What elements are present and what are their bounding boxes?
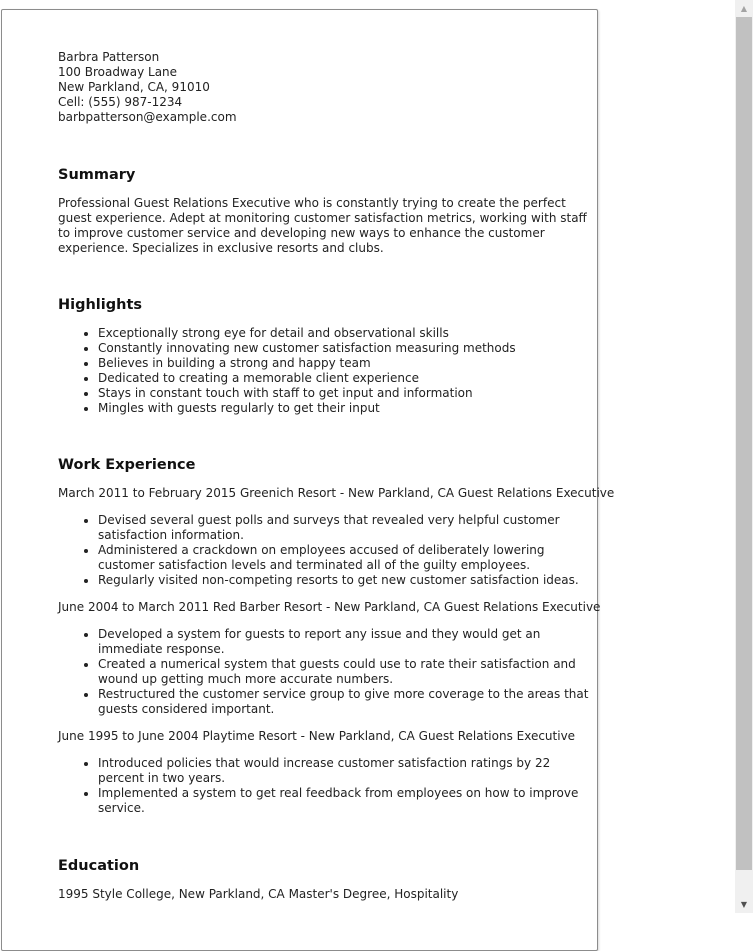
highlight-item: • Stays in constant touch with staff to get input and information [98,386,593,401]
contact-block [58,50,593,125]
job-bullets [58,627,593,717]
contact-street: 100 Broadway Lane [58,65,178,79]
scroll-up-arrow-icon[interactable]: ▲ [740,4,748,13]
summary-heading: Summary [58,167,136,183]
resume-page [1,9,615,951]
education-text: 1995 Style College, New Parkland, CA Master's Degree, Hospitality [58,887,459,901]
job-bullet: • Restructured the customer service group to give more coverage to the areas that guests considered important. [98,687,593,717]
job-bullet: • Regularly visited non-competing resorts to get new customer satisfaction ideas. [98,573,593,588]
scroll-down-arrow-icon[interactable]: ▼ [740,900,748,909]
job-bullet: • Introduced policies that would increase customer satisfaction ratings by 22 percent in two years. [98,756,593,786]
contact-name: Barbra Patterson [58,50,160,64]
contact-city: New Parkland, CA, 91010 [58,80,210,94]
highlight-item: • Constantly innovating new customer satisfaction measuring methods [98,341,593,356]
job-bullet: • Administered a crackdown on employees accused of deliberately lowering customer satisfaction levels and terminated all of the guilty employees. [98,543,593,573]
job-bullet: • Devised several guest polls and surveys that revealed very helpful customer satisfaction information. [98,513,593,543]
job-header: March 2011 to February 2015 Greenich Resort - New Parkland, CA Guest Relations Executive [58,486,615,500]
job-bullet: • Created a numerical system that guests could use to rate their satisfaction and wound up getting much more accurate numbers. [98,657,593,687]
education-heading: Education [58,858,140,874]
job-bullets [58,756,593,816]
highlights-heading: Highlights [58,297,143,313]
job-bullets [58,513,593,588]
contact-cell: Cell: (555) 987-1234 [58,95,183,109]
job-bullet: • Developed a system for guests to report any issue and they would get an immediate response. [98,627,593,657]
job-bullet: • Implemented a system to get real feedback from employees on how to improve service. [98,786,593,816]
contact-email: barbpatterson@example.com [58,110,237,124]
resume-content [58,50,615,902]
highlight-item: • Believes in building a strong and happy team [98,356,593,371]
highlight-item: • Dedicated to creating a memorable client experience [98,371,593,386]
highlight-item: • Mingles with guests regularly to get their input [98,401,593,416]
vertical-scrollbar[interactable] [735,0,753,913]
job-header: June 2004 to March 2011 Red Barber Resort - New Parkland, CA Guest Relations Executive [58,600,601,614]
experience-heading: Work Experience [58,457,196,473]
highlight-item: • Exceptionally strong eye for detail and observational skills [98,326,593,341]
highlights-list [58,326,593,416]
job-header: June 1995 to June 2004 Playtime Resort - New Parkland, CA Guest Relations Executive [58,729,576,743]
summary-text: Professional Guest Relations Executive who is constantly trying to create the perfect guest experience. Adept at monitoring customer satisfaction metrics, working with staff to improve customer service and developing new ways to enhance the customer experience. Specializes in exclusive resorts and clubs. [58,196,587,255]
scroll-thumb[interactable] [736,17,752,870]
